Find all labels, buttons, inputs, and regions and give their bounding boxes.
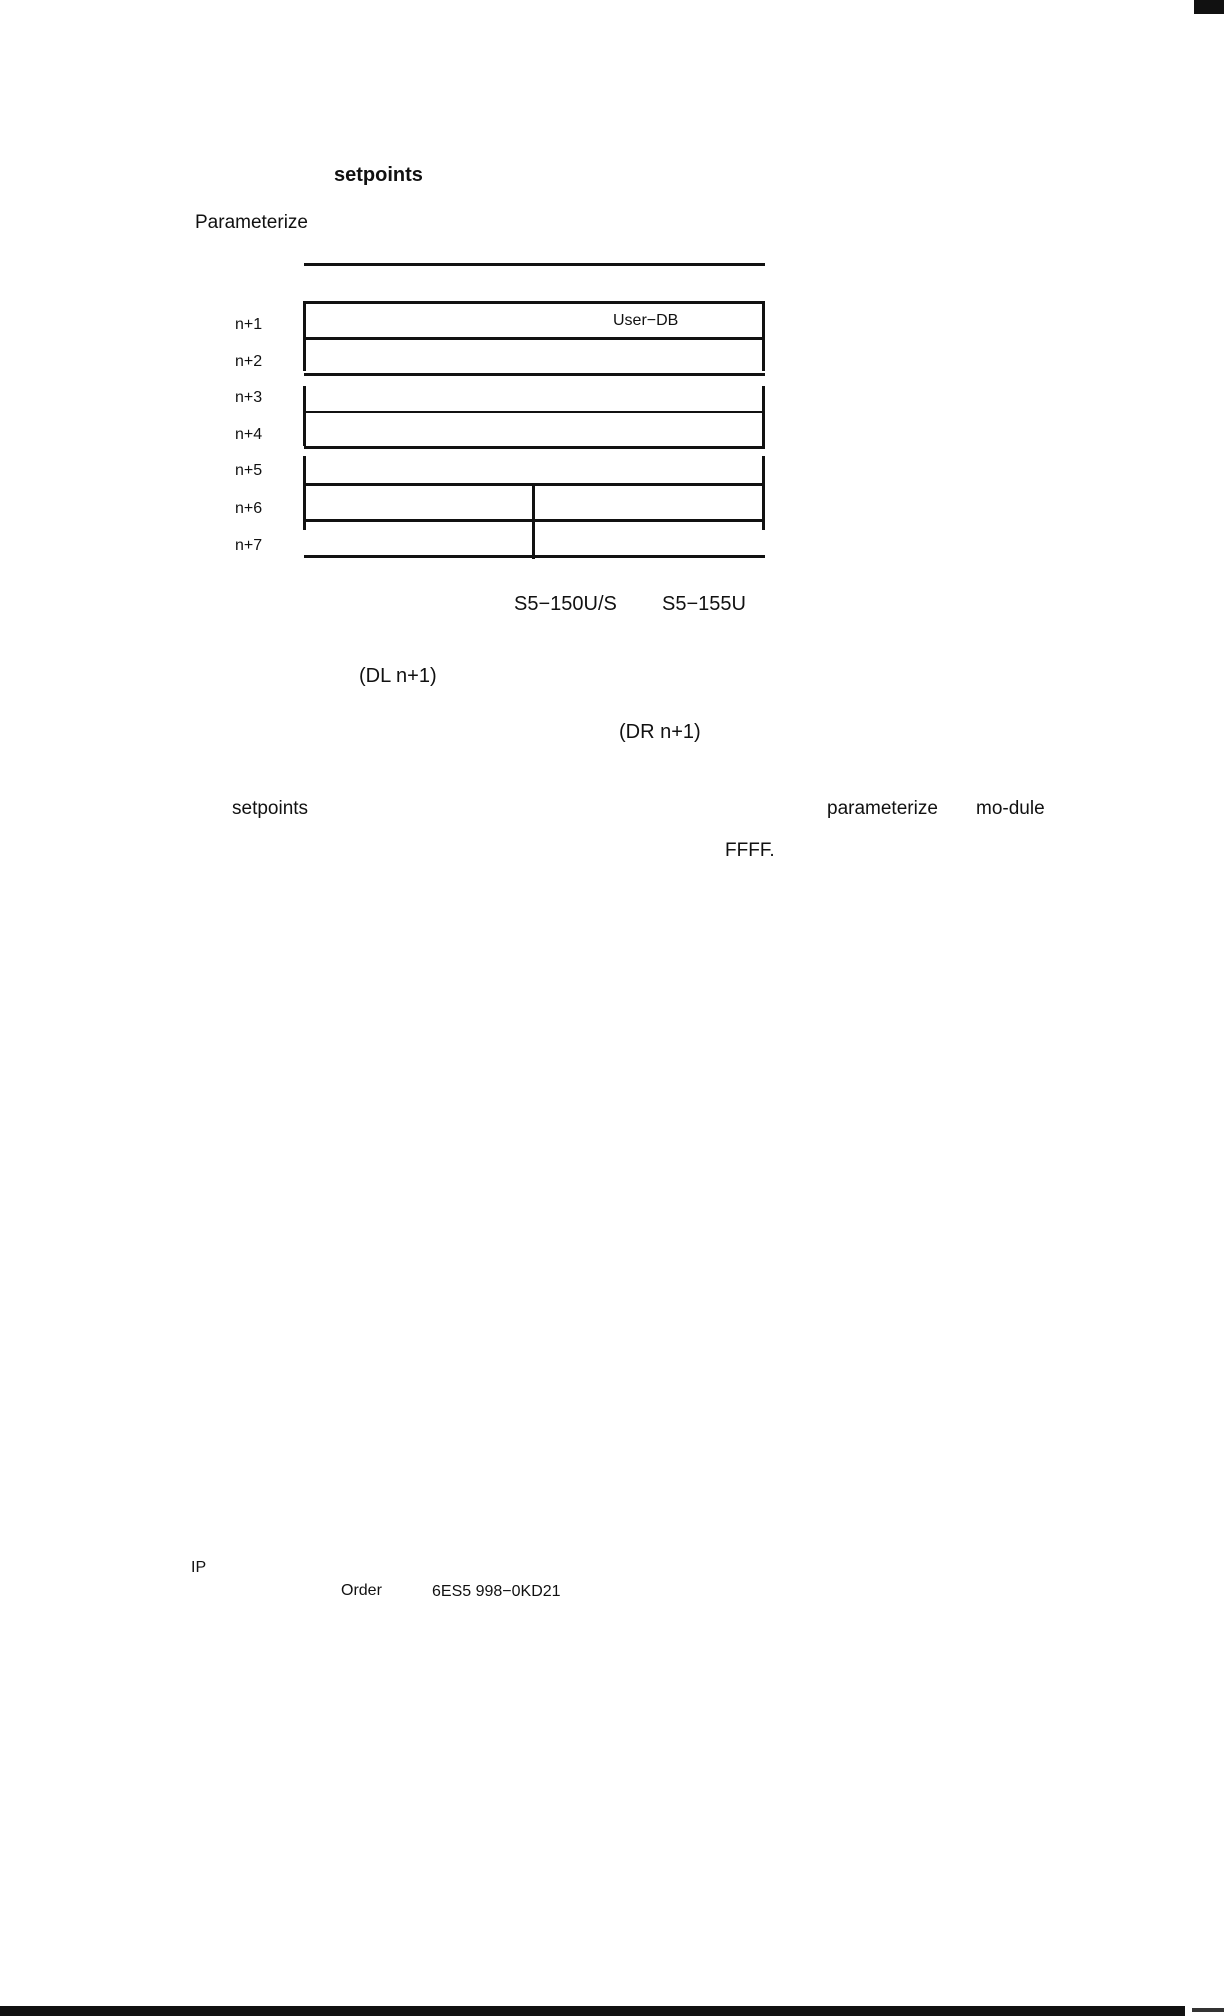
dl-reference: (DL n+1) [359, 665, 437, 687]
parameterize-word: parameterize [827, 798, 938, 819]
diagram-rule [304, 373, 765, 376]
bottom-scan-bar [0, 2006, 1185, 2016]
row-label-n6: n+6 [235, 500, 263, 517]
section-heading: setpoints [334, 164, 423, 186]
row-label-n2: n+2 [235, 353, 263, 370]
diagram-rule [304, 337, 765, 340]
user-db-label: User−DB [613, 312, 679, 329]
diagram-rule [304, 411, 765, 413]
diagram-left-border [303, 301, 306, 371]
diagram-top-rule [304, 263, 765, 266]
footer-manual-name: IP [191, 1559, 207, 1576]
diagram-right-border [762, 301, 765, 371]
corner-scan-mark [1194, 0, 1224, 14]
diagram-rule [304, 446, 765, 449]
footer-order-number: 6ES5 998−0KD21 [432, 1583, 561, 1600]
module-word: mo-dule [976, 798, 1045, 819]
cpu-label-right: S5−155U [662, 593, 746, 615]
diagram-left-border [303, 456, 306, 530]
intro-text: Parameterize [195, 212, 308, 233]
diagram-left-border [303, 386, 306, 446]
diagram-right-border [762, 386, 765, 446]
row-label-n5: n+5 [235, 462, 263, 479]
dr-reference: (DR n+1) [619, 721, 701, 743]
row-label-n3: n+3 [235, 389, 263, 406]
cpu-label-left: S5−150U/S [514, 593, 617, 615]
footer-order-label: Order [341, 1582, 382, 1599]
setpoints-word: setpoints [232, 798, 309, 819]
row-label-n7: n+7 [235, 537, 263, 554]
hex-value: FFFF. [725, 840, 775, 861]
row-label-n1: n+1 [235, 316, 263, 333]
diagram-right-border [762, 456, 765, 530]
diagram-center-divider [532, 483, 535, 559]
row-label-n4: n+4 [235, 426, 263, 443]
bottom-scan-mark [1192, 2008, 1224, 2012]
diagram-rule [304, 301, 765, 304]
